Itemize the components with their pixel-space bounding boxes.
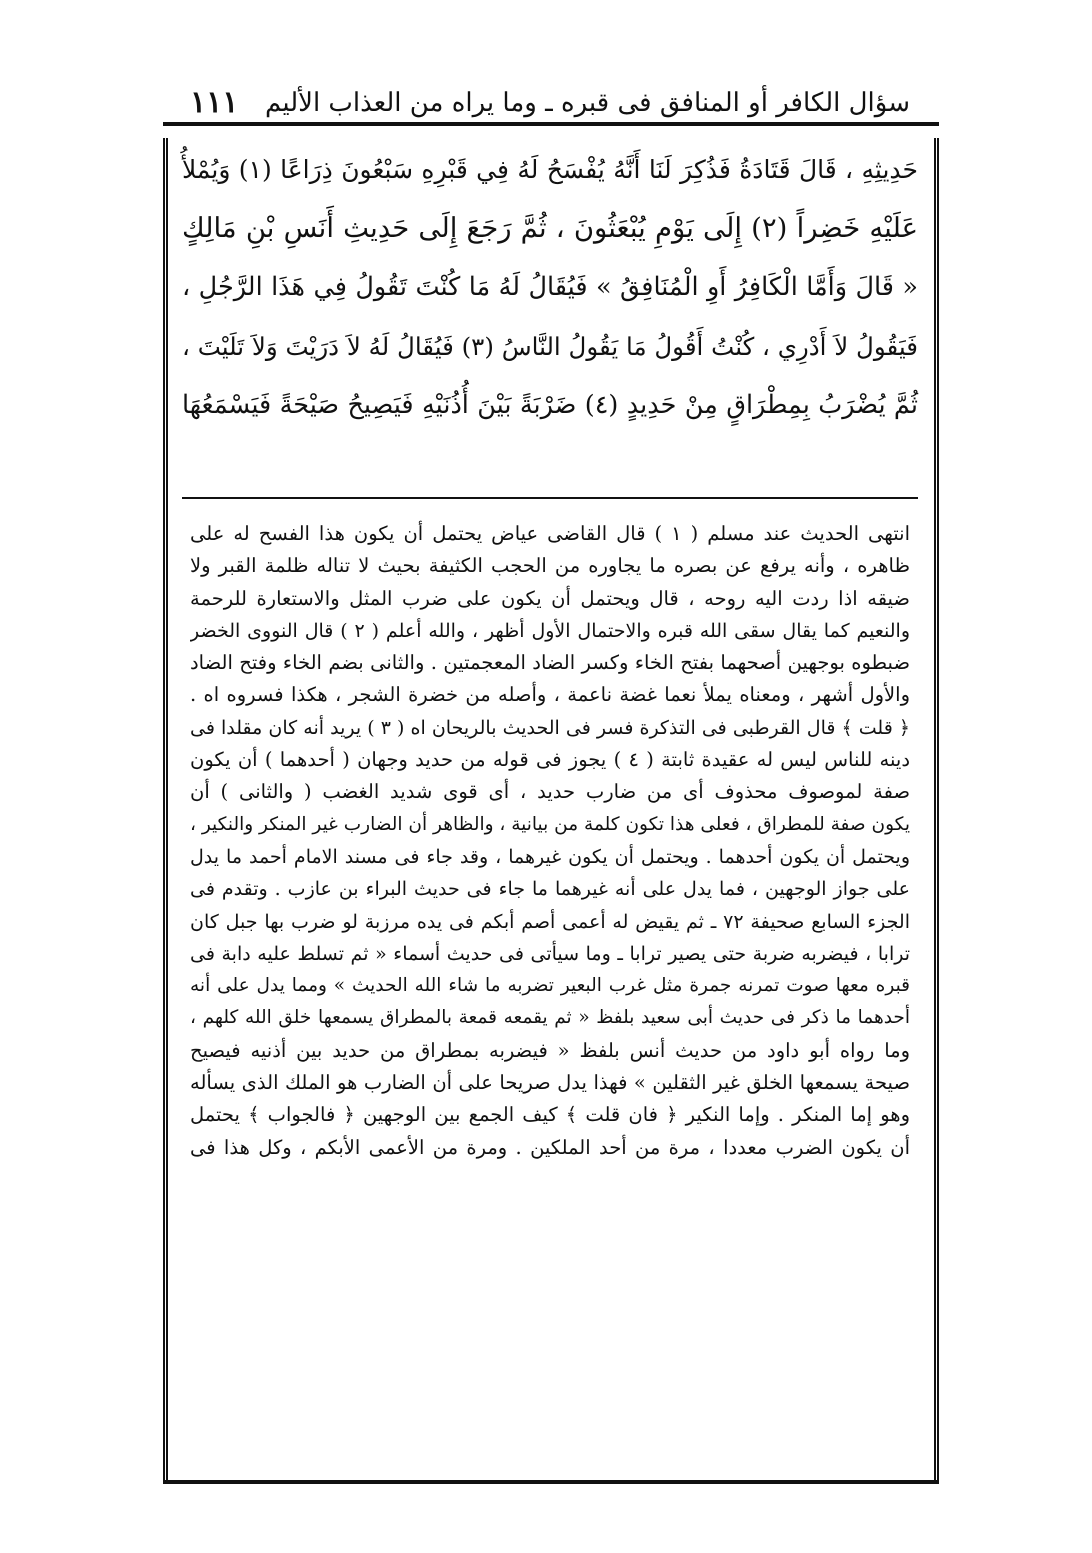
running-title: سؤال الكافر أو المنافق فى قبره ـ وما يراه من العذاب الأليم — [265, 88, 910, 118]
top-rule — [163, 122, 939, 126]
note-line: ترابا ، فيضربه ضربة حتى يصير ترابا ـ وما سيأتى فى حديث أسماء « ثم تسلط عليه دابة فى — [190, 942, 910, 965]
footnote-separator — [182, 497, 918, 499]
hadith-line: فَيَقُولُ لاَ أَدْرِي ، كُنْتُ أَقُولُ مَا يَقُولُ النَّاسُ (٣) فَيُقَالُ لَهُ لاَ دَرَيْتَ وَلاَ تَلَيْتَ ، — [182, 332, 918, 361]
note-line: ظاهره ، وأنه يرفع عن بصره ما يجاوره من الحجب الكثيفة بحيث لا تناله ظلمة القبر ولا — [190, 554, 910, 578]
bottom-rule — [163, 1480, 939, 1484]
hadith-line: ثُمَّ يُضْرَبُ بِمِطْرَاقٍ مِنْ حَدِيدٍ (٤) ضَرْبَةً بَيْنَ أُذُنَيْهِ فَيَصِيحُ صَيْحَةً فَيَسْمَعُهَا — [182, 390, 919, 420]
note-line: أحدهما ما ذكر فى حديث أبى سعيد بلفظ « ثم يقمعه قمعة بالمطراق يسمعها خلق الله كلهم ، — [190, 1007, 910, 1029]
hadith-text — [182, 140, 918, 435]
note-line: على جواز الوجهين ، فما يدل على أنه غيرهما ما جاء فى حديث البراء بن عازب . وتقدم فى — [190, 878, 910, 901]
note-line: دينه للناس ليس له عقيدة ثابتة ( ٤ ) يجوز فى قوله من حديد وجهان ( أحدهما ) أن يكون — [190, 748, 910, 772]
note-line: صيحة يسمعها الخلق غير الثقلين » فهذا يدل صريحا على أن الضارب هو الملك الذى يسأله — [190, 1071, 910, 1095]
note-line: ضبطوه بوجهين أصحهما بفتح الخاء وكسر الضاد المعجمتين . والثانى بضم الخاء وفتح الضاد — [190, 651, 910, 675]
note-line: انتهى الحديث عند مسلم ( ١ ) قال القاضى عياض يحتمل أن يكون هذا الفسح له على — [190, 522, 910, 545]
hadith-line: حَدِيثِهِ ، قَالَ قَتَادَةُ فَذُكِرَ لَنَا أَنَّهُ يُفْسَحُ لَهُ فِي قَبْرِهِ سَبْعُونَ ذِرَاعًا (١) وَيُمْلأُ — [182, 155, 918, 184]
page-number: ١١١ — [190, 85, 239, 120]
note-line: أن يكون الضرب معددا ، مرة من أحد الملكين . ومرة من الأعمى الأبكم ، وكل هذا فى — [190, 1135, 910, 1159]
note-line: ﴿ قلت ﴾ قال القرطبى فى التذكرة فسر فى الحديث بالريحان اه ( ٣ ) يريد أنه كان مقلدا فى — [190, 716, 910, 739]
note-line: ضيقه اذا ردت اليه روحه ، قال ويحتمل أن يكون على ضرب المثل والاستعارة للرحمة — [190, 586, 910, 610]
note-line: الجزء السابع صحيفة ٧٢ ـ ثم يقيض له أعمى أصم أبكم فى يده مرزبة لو ضرب بها جبل كان — [190, 910, 910, 933]
page-header — [190, 78, 910, 118]
note-line: والأول أشهر ، ومعناه يملأ نعما غضة ناعمة ، وأصله من خضرة الشجر ، هكذا فسروه اه . — [190, 683, 910, 707]
note-line: ويحتمل أن يكون أحدهما . ويحتمل أن يكون غيرهما ، وقد جاء فى مسند الامام أحمد ما يدل — [190, 845, 910, 868]
hadith-line: « قَالَ وَأَمَّا الْكَافِرُ أَوِ الْمُنَافِقُ » فَيُقَالُ لَهُ مَا كُنْتَ تَقُولُ فِي هَذَا الرَّجُلِ ، — [182, 272, 918, 302]
commentary-notes — [190, 518, 910, 1164]
note-line: قبره معها صوت تمرنه جمرة مثل غرب البعير تضربه ما شاء الله الحديث » ومما يدل على أنه — [190, 975, 910, 997]
hadith-line: عَلَيْهِ خَضِراً (٢) إِلَى يَوْمِ يُبْعَثُونَ ، ثُمَّ رَجَعَ إِلَى حَدِيثِ أَنَسِ بْنِ مَالِكٍ — [182, 212, 918, 244]
note-line: وما رواه أبو داود من حديث أنس بلفظ « فيضربه بمطراق من حديد بين أذنيه فيصيح — [190, 1038, 910, 1062]
note-line: يكون صفة للمطراق ، فعلى هذا تكون كلمة من بيانية ، والظاهر أن الضارب غير المنكر والنكير ، — [190, 813, 910, 835]
note-line: صفة لموصوف محذوف أى من ضارب حديد ، أى قوى شديد الغضب ( والثانى ) أن — [190, 780, 910, 804]
note-line: والنعيم كما يقال سقى الله قبره والاحتمال الأول أظهر ، والله أعلم ( ٢ ) قال النووى الخضر — [190, 619, 910, 642]
note-line: وهو إما المنكر . وإما النكير ﴿ فان قلت ﴾ كيف الجمع بين الوجهين ﴿ فالجواب ﴾ يحتمل — [190, 1103, 910, 1127]
